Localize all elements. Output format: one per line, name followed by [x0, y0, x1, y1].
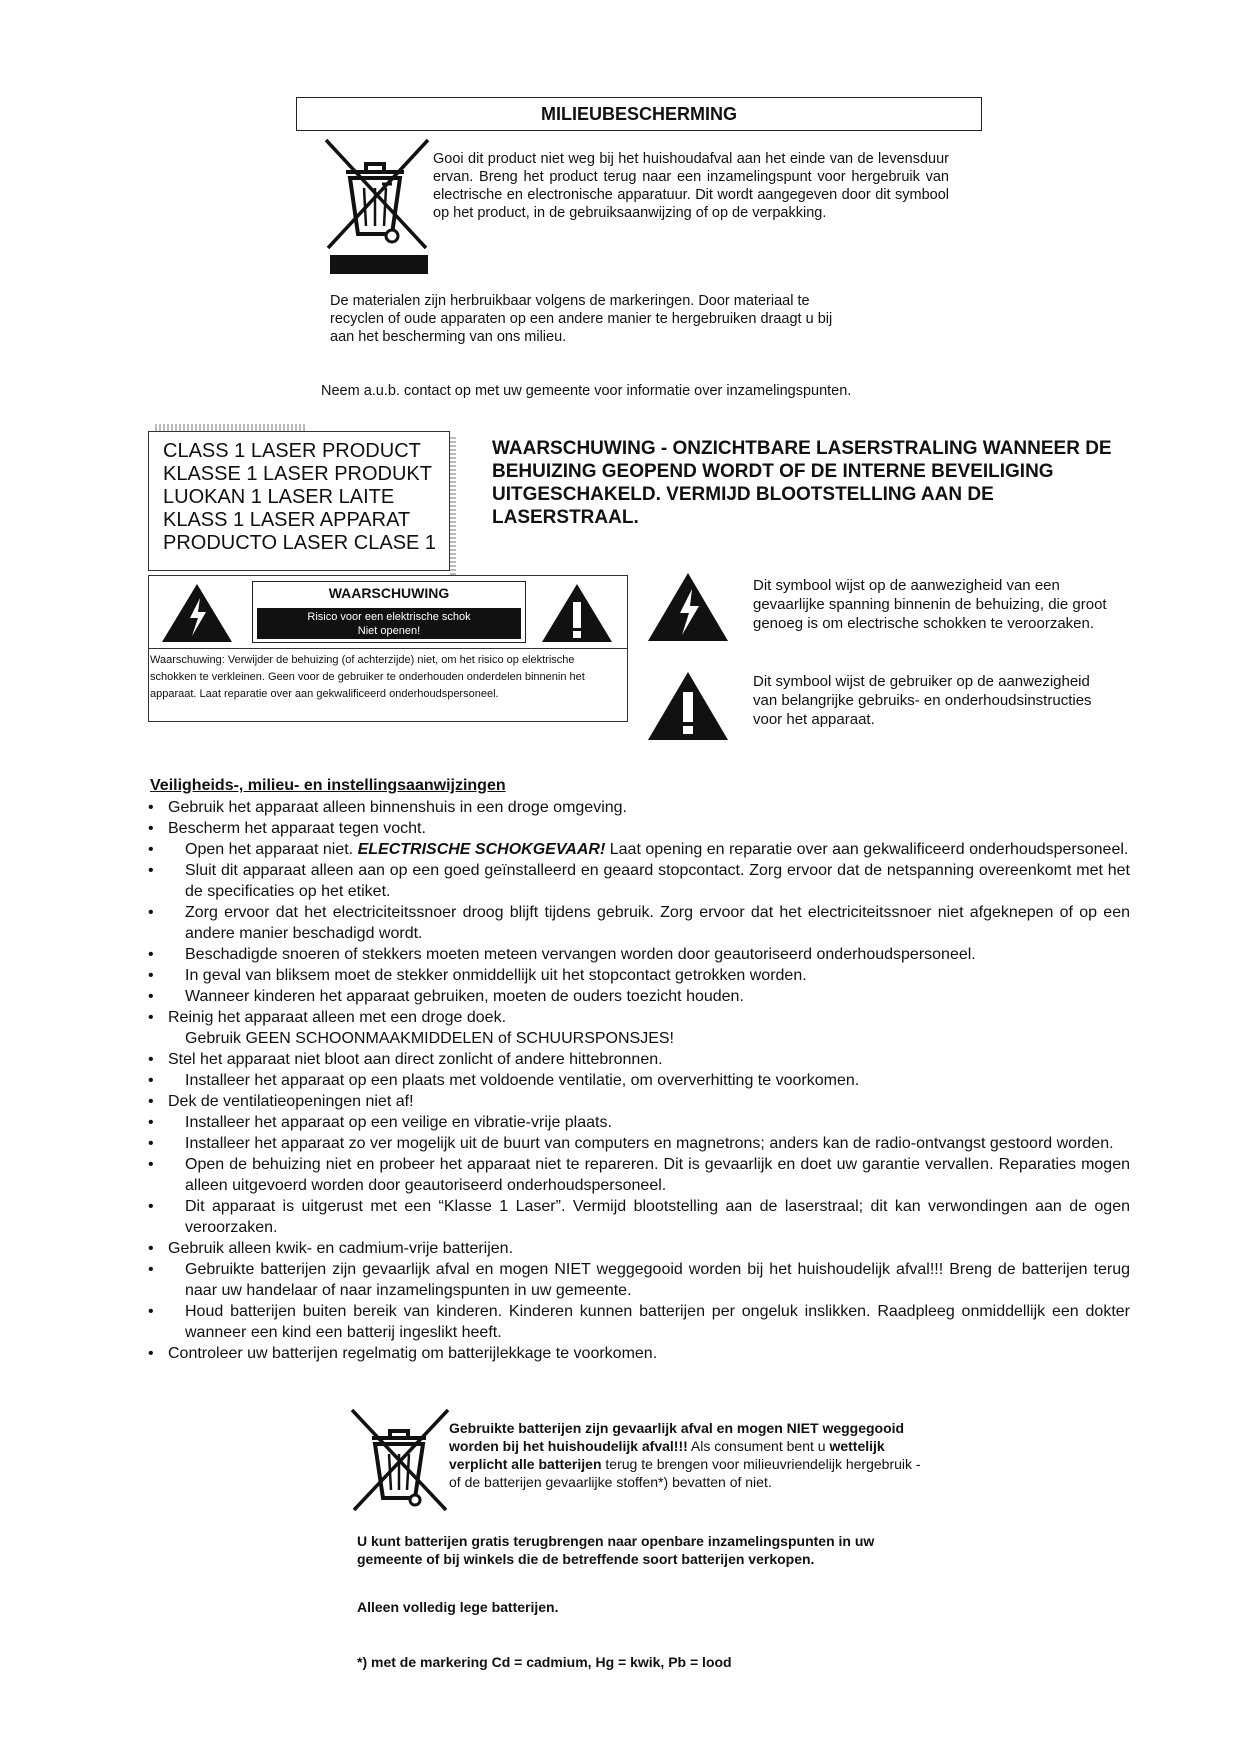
bullet: • [148, 1114, 154, 1131]
battery-return-info: U kunt batterijen gratis terugbrengen naar openbare inzamelingspunten in uw gemeente of bij winkels die de betreffende soort batterijen verkopen. [357, 1533, 875, 1567]
list-item: • Stel het apparaat niet bloot aan direct zonlicht of andere hittebronnen. [148, 1051, 663, 1068]
list-item: • Zorg ervoor dat het electriciteitssnoer droog blijft tijdens gebruik. Zorg ervoor dat het electriciteitssnoer niet afgeknepen of op een andere manier beschadigd wordt. [148, 904, 1130, 942]
bullet: • [148, 1198, 154, 1215]
bullet: • [148, 1303, 154, 1320]
list-item: • Houd batterijen buiten bereik van kinderen. Kinderen kunnen batterijen per ongeluk inslikken. Raadpleeg onmiddellijk een dokter wanneer een kind een batterij ingeslikt heeft. [148, 1303, 1130, 1341]
laser-label-line: CLASS 1 LASER PRODUCT [163, 440, 421, 462]
list-item: • Beschadigde snoeren of stekkers moeten meteen vervangen worden door geautoriseerd onderhoudspersoneel. [148, 946, 976, 963]
battery-footnote: *) met de markering Cd = cadmium, Hg = kwik, Pb = lood [357, 1654, 732, 1670]
shock-panel-divider [148, 648, 628, 649]
bullet: • [148, 1261, 154, 1278]
shock-do-not-open-text: Niet openen! [357, 625, 421, 637]
laser-label-line: KLASS 1 LASER APPARAT [163, 509, 411, 531]
list-item: • Sluit dit apparaat alleen aan op een goed geïnstalleerd en geaard stopcontact. Zorg ervoor dat de netspanning overeenkomt met het de specificaties op het etiket. [148, 862, 1130, 900]
laser-label-line: LUOKAN 1 LASER LAITE [163, 486, 395, 508]
bullet: • [148, 1156, 154, 1173]
bullet: • [148, 1240, 154, 1257]
bin-underline-bar [330, 255, 428, 274]
exclamation-symbol-text: Dit symbool wijst de gebruiker op de aanwezigheid van belangrijke gebruiks- en onderhoudsinstructies voor het apparaat. [753, 673, 1092, 728]
shock-hazard-emphasis: ELECTRISCHE SCHOKGEVAAR! [357, 841, 606, 858]
crossed-bin-icon [322, 138, 434, 252]
battery-notice-bold: Gebruikte batterijen zijn gevaarlijk afval en mogen NIET weggegooid worden bij het huishoudelijk afval!!! [449, 1420, 905, 1454]
bullet: • [148, 1051, 154, 1068]
bullet: • [148, 967, 154, 984]
cleaning-warning: Gebruik GEEN SCHOONMAAKMIDDELEN of SCHUURSPONSJES! [185, 1030, 674, 1047]
lightning-symbol-icon [646, 571, 730, 643]
list-item: • Bescherm het apparaat tegen vocht. [148, 820, 426, 837]
list-item: • Open het apparaat niet. ELECTRISCHE SCHOKGEVAAR! Laat opening en reparatie over aan gekwalificeerd onderhoudspersoneel. [148, 841, 1129, 858]
shock-risk-text: Risico voor een elektrische schok [307, 611, 471, 623]
bullet: • [148, 946, 154, 963]
list-item: • Installeer het apparaat op een veilige en vibratie-vrije plaats. [148, 1114, 612, 1131]
list-item: • Gebruik alleen kwik- en cadmium-vrije batterijen. [148, 1240, 514, 1257]
label-stripe-top [155, 424, 307, 431]
crossed-battery-bin-icon [348, 1408, 452, 1514]
shock-warning-label [252, 581, 526, 643]
label-stripe-right [450, 435, 456, 575]
laser-label-line: KLASSE 1 LASER PRODUKT [163, 463, 432, 485]
laser-warning-text: WAARSCHUWING - ONZICHTBARE LASERSTRALING WANNEER DE BEHUIZING GEOPEND WORDT OF DE INTERNE BEVEILIGING UITGESCHAKELD. VERMIJD BLOOTSTELLING AAN DE LASERSTRAAL. [492, 438, 1112, 528]
battery-legal-obligation: wettelijk verplicht alle batterijen [449, 1438, 885, 1472]
list-item: • Installeer het apparaat zo ver mogelijk uit de buurt van computers en magnetrons; anders kan de radio-ontvangst gestoord worden. [148, 1135, 1114, 1152]
list-item: • Installeer het apparaat op een plaats met voldoende ventilatie, om oververhitting te voorkomen. [148, 1072, 860, 1089]
battery-notice: Gebruikte batterijen zijn gevaarlijk afval en mogen NIET weggegooid worden bij het huishoudelijk afval!!! Als consument bent u wettelijk verplicht alle batterijen terug te brengen voor milieuvriendelijk hergebruik - of de batterijen gevaarlijke stoffen*) bevatten of niet. [449, 1420, 921, 1490]
bullet: • [148, 1009, 154, 1026]
bullet: • [148, 1072, 154, 1089]
bullet: • [148, 1135, 154, 1152]
bullet: • [148, 1093, 154, 1110]
bullet: • [148, 988, 154, 1005]
list-item: • Gebruikte batterijen zijn gevaarlijk afval en mogen NIET weggegooid worden bij het huishoudelijk afval!!! Breng de batterijen terug naar uw handelaar of naar inzamelingspunten in uw gemeente. [148, 1261, 1130, 1299]
exclamation-symbol-icon [646, 670, 730, 742]
exclamation-warning-icon [540, 582, 614, 644]
list-item: • Controleer uw batterijen regelmatig om batterijlekkage te voorkomen. [148, 1345, 658, 1362]
lightning-symbol-text: Dit symbool wijst op de aanwezigheid van een gevaarlijke spanning binnenin de behuizing, die groot genoeg is om electrische schokken te veroorzaken. [753, 577, 1107, 632]
laser-label-line: PRODUCTO LASER CLASE 1 [163, 532, 437, 554]
shock-warning-text: Waarschuwing: Verwijder de behuizing (of achterzijde) niet, om het risico op elektrische schokken te verkleinen. Geen voor de gebruiker te onderhouden onderdelen binnenin het apparaat. Laat reparatie over aan gekwalificeerd onderhoudspersoneel. [150, 654, 585, 700]
safety-list [148, 797, 1130, 1364]
safety-heading: Veiligheids-, milieu- en instellingsaanwijzingen [150, 777, 506, 794]
list-item: • Wanneer kinderen het apparaat gebruiken, moeten de ouders toezicht houden. [148, 988, 744, 1005]
battery-empty-only: Alleen volledig lege batterijen. [357, 1599, 559, 1615]
bullet: • [148, 841, 154, 858]
list-item: • Gebruik het apparaat alleen binnenshuis in een droge omgeving. [148, 799, 627, 816]
shock-warning-title: WAARSCHUWING [328, 585, 450, 601]
laser-class-label [148, 431, 450, 571]
lightning-warning-icon [160, 582, 234, 644]
environment-title: MILIEUBESCHERMING [296, 97, 982, 131]
bullet: • [148, 1345, 154, 1362]
bullet: • [148, 904, 154, 921]
shock-warning-black-strip [257, 608, 521, 639]
environment-paragraph-2: De materialen zijn herbruikbaar volgens de markeringen. Door materiaal te recyclen of oude apparaten op een andere manier te hergebruiken draagt u bij aan het bescherming van ons milieu. [330, 293, 833, 345]
list-item: • Dek de ventilatieopeningen niet af! [148, 1093, 414, 1110]
safety-section [150, 777, 1130, 795]
bullet: • [148, 820, 154, 837]
bullet: • [148, 799, 154, 816]
list-item: • In geval van bliksem moet de stekker onmiddellijk uit het stopcontact getrokken worden. [148, 967, 807, 984]
list-item: • Reinig het apparaat alleen met een droge doek. Gebruik GEEN SCHOONMAAKMIDDELEN of SCHUURSPONSJES! [148, 1009, 674, 1047]
list-item: • Open de behuizing niet en probeer het apparaat niet te repareren. Dit is gevaarlijk en doet uw garantie vervallen. Reparaties mogen alleen uitgevoerd worden door geautoriseerd onderhoudspersoneel. [148, 1156, 1130, 1194]
environment-contact: Neem a.u.b. contact op met uw gemeente voor informatie over inzamelingspunten. [321, 383, 852, 399]
environment-paragraph-1: Gooi dit product niet weg bij het huishoudafval aan het einde van de levensduur ervan. Breng het product terug naar een inzamelingspunt voor hergebruik van electrische en electronische apparatuur. Dit wordt aangegeven door dit symbool op het product, in de gebruiksaanwijzing of op de verpakking. [433, 151, 949, 221]
list-item: • Dit apparaat is uitgerust met een “Klasse 1 Laser”. Vermijd blootstelling aan de laserstraal; dit kan verwondingen aan de ogen veroorzaken. [148, 1198, 1130, 1236]
bullet: • [148, 862, 154, 879]
